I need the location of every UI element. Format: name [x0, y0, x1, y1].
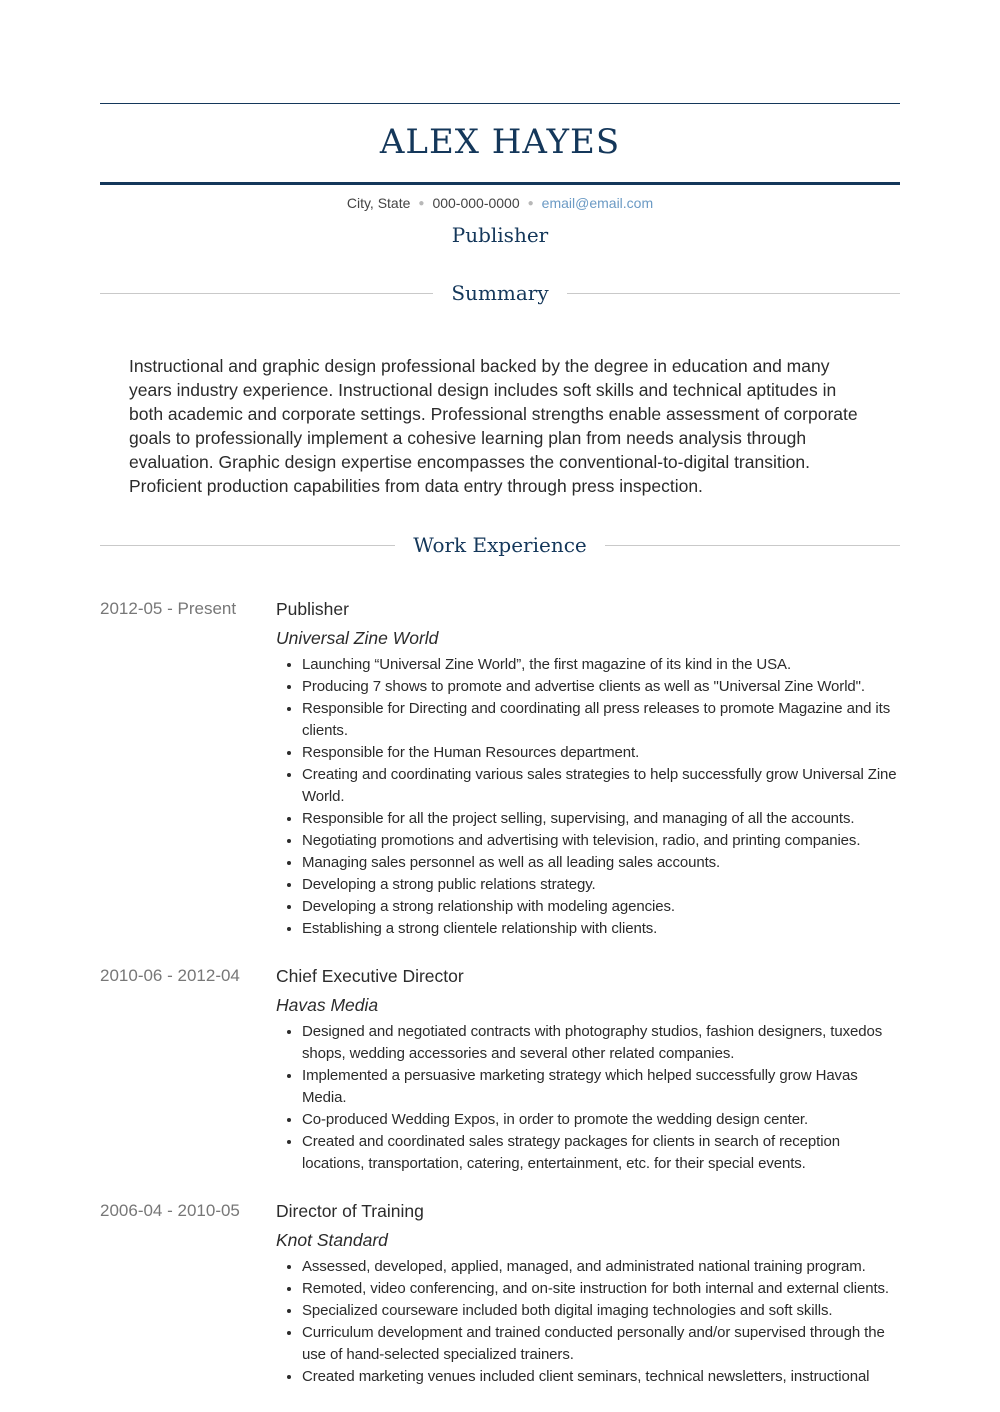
- job-bullet: • Created marketing venues included client seminars, technical newsletters, instructional: [302, 1366, 900, 1388]
- job-bullet: • Managing sales personnel as well as all leading sales accounts.: [302, 852, 900, 874]
- job-bullet: • Implemented a persuasive marketing strategy which helped successfully grow Havas Media.: [302, 1065, 900, 1109]
- job-bullet: • Co-produced Wedding Expos, in order to promote the wedding design center.: [302, 1109, 900, 1131]
- job-bullet: • Developing a strong relationship with modeling agencies.: [302, 896, 900, 918]
- bullet-separator-icon: ●: [527, 198, 534, 210]
- heading-rule: [100, 293, 433, 294]
- job-bullet: • Specialized courseware included both digital imaging technologies and soft skills.: [302, 1300, 900, 1322]
- job-bullets: [276, 1021, 900, 1175]
- job-bullet: • Responsible for the Human Resources department.: [302, 742, 900, 764]
- location: City, State: [346, 195, 411, 211]
- summary-text: Instructional and graphic design professional backed by the degree in education and many years industry experience. Instructional design includes soft skills and technical aptitudes in both academic and corporate settings. Professional strengths enable assessment of corporate goals to professionally implement a cohesive learning plan from needs analysis through evaluation. Graphic design expertise encompasses the conventional-to-digital transition. Proficient production capabilities from data entry through press inspection.: [129, 356, 858, 496]
- experience-title: Work Experience: [413, 533, 587, 557]
- summary-heading: [100, 278, 900, 308]
- job-role: Publisher: [276, 599, 349, 619]
- job-bullet: • Negotiating promotions and advertising with television, radio, and printing companies.: [302, 830, 900, 852]
- job-bullet: • Remoted, video conferencing, and on-site instruction for both internal and external clients.: [302, 1278, 900, 1300]
- job-bullet: • Responsible for Directing and coordinating all press releases to promote Magazine and its clients.: [302, 698, 900, 742]
- job-role: Chief Executive Director: [276, 966, 464, 986]
- email-link[interactable]: email@email.com: [541, 195, 654, 211]
- job-bullet: • Responsible for all the project selling, supervising, and managing of all the accounts.: [302, 808, 900, 830]
- job-bullet: • Launching “Universal Zine World”, the first magazine of its kind in the USA.: [302, 654, 900, 676]
- job-dates: 2010-06 - 2012-04: [100, 966, 240, 985]
- job-dates: 2006-04 - 2010-05: [100, 1201, 240, 1220]
- heading-rule: [100, 545, 395, 546]
- job-bullets: [276, 654, 900, 940]
- job-bullet: • Curriculum development and trained conducted personally and/or supervised through the use of hand-selected specialized trainers.: [302, 1322, 900, 1366]
- header-bottom-rule: [100, 182, 900, 185]
- heading-rule: [567, 293, 900, 294]
- job-bullet: • Assessed, developed, applied, managed, and administrated national training program.: [302, 1256, 900, 1278]
- experience-heading: [100, 530, 900, 560]
- job-bullet: • Designed and negotiated contracts with photography studios, fashion designers, tuxedos shops, wedding accessories and several other related companies.: [302, 1021, 900, 1065]
- headline: Publisher: [451, 223, 549, 247]
- job-company: Universal Zine World: [276, 628, 439, 648]
- job-bullet: • Establishing a strong clientele relationship with clients.: [302, 918, 900, 940]
- phone: 000-000-0000: [432, 195, 520, 211]
- bullet-separator-icon: ●: [418, 198, 425, 210]
- job-role: Director of Training: [276, 1201, 424, 1221]
- job-entry: [100, 964, 900, 1175]
- contact-line: [100, 193, 900, 214]
- job-dates: 2012-05 - Present: [100, 599, 237, 618]
- job-bullet: • Producing 7 shows to promote and advertise clients as well as "Universal Zine World".: [302, 676, 900, 698]
- job-bullet: • Created and coordinated sales strategy packages for clients in search of reception locations, transportation, catering, entertainment, etc. for their special events.: [302, 1131, 900, 1175]
- summary-title: Summary: [451, 281, 549, 305]
- job-company: Knot Standard: [276, 1230, 388, 1250]
- job-entry: [100, 597, 900, 940]
- job-list: [100, 597, 900, 1412]
- job-bullet: • Creating and coordinating various sales strategies to help successfully grow Universal Zine World.: [302, 764, 900, 808]
- job-bullets: [276, 1256, 900, 1388]
- job-entry: [100, 1199, 900, 1388]
- header-top-rule: [100, 103, 900, 104]
- job-company: Havas Media: [276, 995, 379, 1015]
- heading-rule: [605, 545, 900, 546]
- candidate-name: ALEX HAYES: [379, 122, 621, 162]
- job-bullet: • Developing a strong public relations strategy.: [302, 874, 900, 896]
